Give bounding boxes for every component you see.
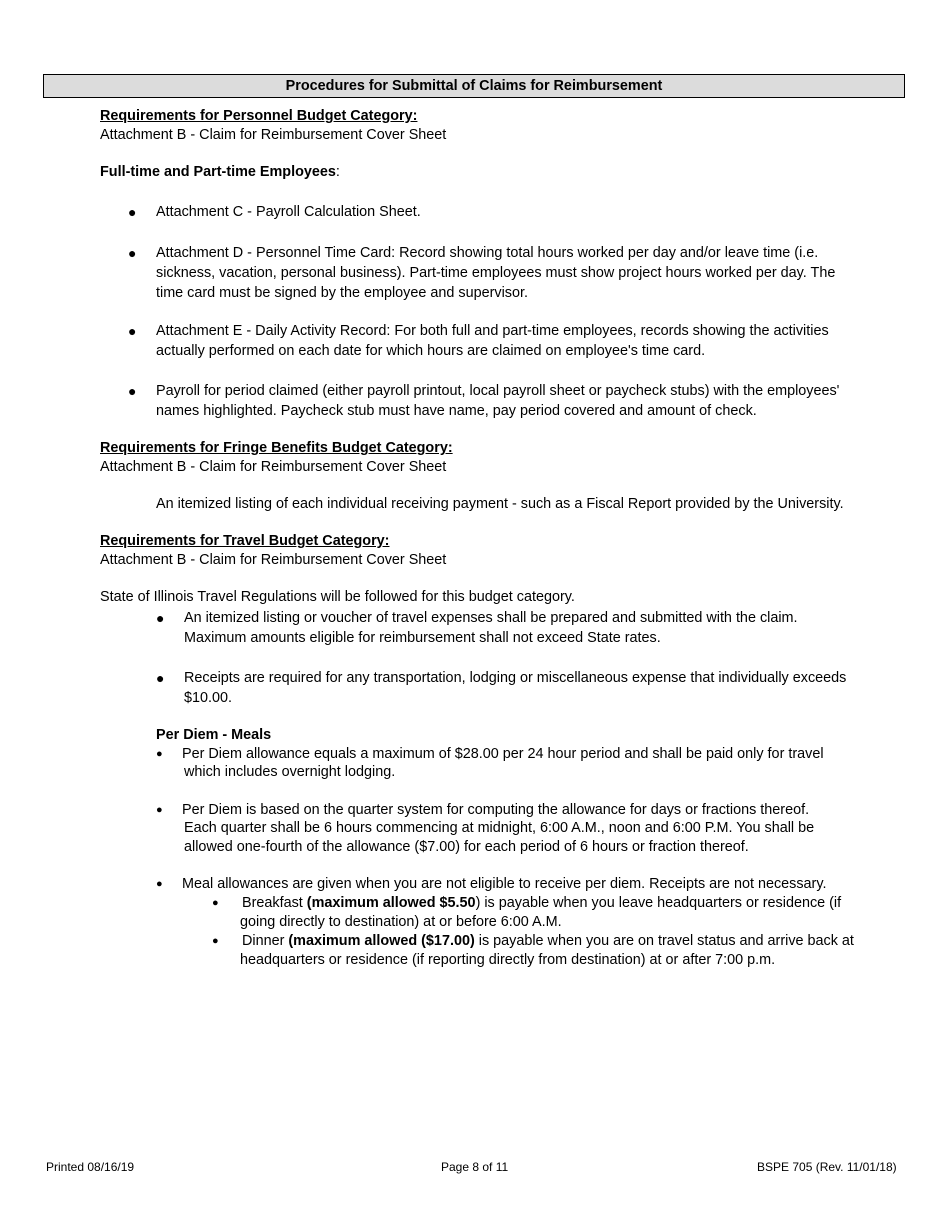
dinner-line1 (242, 932, 854, 951)
dinner-label: Dinner (242, 933, 289, 949)
dinner-max: (maximum allowed ($17.00) (288, 933, 475, 949)
personnel-attachment-b: Attachment B - Claim for Reimbursement Cover Sheet (100, 127, 447, 143)
employees-heading (100, 163, 340, 182)
page-header: Procedures for Submittal of Claims for Reimbursement (43, 74, 905, 98)
per-diem-quarter-line2: Each quarter shall be 6 hours commencing at midnight, 6:00 A.M., noon and 6:00 P.M. You shall be (184, 820, 815, 836)
personnel-item-d-line2: sickness, vacation, personal business). Part-time employees must show project hours worked per day. The (156, 265, 836, 281)
travel-heading: Requirements for Travel Budget Category: (100, 533, 390, 549)
bullet-icon: ● (156, 878, 163, 890)
bullet-icon: ● (212, 897, 219, 909)
footer-printed-date: Printed 08/16/19 (46, 1160, 135, 1174)
bullet-icon: ● (156, 748, 163, 760)
bullet-icon: ● (128, 204, 137, 220)
per-diem-heading: Per Diem - Meals (156, 727, 272, 743)
personnel-item-e-line2: actually performed on each date for which hours are claimed on employee's time card. (156, 343, 706, 359)
personnel-item-d-line3: time card must be signed by the employee and supervisor. (156, 285, 528, 301)
travel-item-receipts-line1: Receipts are required for any transportation, lodging or miscellaneous expense that individually exceeds (184, 670, 847, 686)
employees-heading-colon: : (335, 164, 340, 180)
bullet-icon: ● (156, 670, 165, 686)
fringe-heading: Requirements for Fringe Benefits Budget Category: (100, 440, 453, 456)
breakfast-label: Breakfast (242, 895, 307, 911)
personnel-item-e-line1: Attachment E - Daily Activity Record: For both full and part-time employees, records showing the activities (156, 323, 829, 339)
travel-attachment-b: Attachment B - Claim for Reimbursement Cover Sheet (100, 552, 447, 568)
breakfast-max: (maximum allowed $5.50 (306, 895, 476, 911)
employees-heading-label: Full-time and Part-time Employees (100, 164, 336, 180)
footer-form-id: BSPE 705 (Rev. 11/01/18) (757, 1160, 897, 1174)
travel-item-receipts-line2: $10.00. (184, 690, 233, 706)
breakfast-rest: ) is payable when you leave headquarters or residence (if (475, 895, 842, 911)
footer-page-number: Page 8 of 11 (441, 1160, 509, 1174)
personnel-heading: Requirements for Personnel Budget Category: (100, 108, 418, 124)
breakfast-line1 (242, 894, 841, 913)
dinner-line2: headquarters or residence (if reporting directly from destination) at or after 7:00 p.m. (240, 952, 776, 968)
bullet-icon: ● (128, 383, 137, 399)
dinner-rest: is payable when you are on travel status and arrive back at (474, 933, 854, 949)
personnel-item-payroll-line2: names highlighted. Paycheck stub must have name, pay period covered and amount of check. (156, 403, 757, 419)
fringe-attachment-b: Attachment B - Claim for Reimbursement Cover Sheet (100, 459, 447, 475)
travel-item-listing-line2: Maximum amounts eligible for reimbursement shall not exceed State rates. (184, 630, 661, 646)
per-diem-quarter-line1: Per Diem is based on the quarter system for computing the allowance for days or fractions thereof. (182, 802, 810, 818)
bullet-icon: ● (156, 804, 163, 816)
personnel-item-d-line1: Attachment D - Personnel Time Card: Record showing total hours worked per day and/or leave time (i.e. (156, 245, 819, 261)
bullet-icon: ● (128, 323, 137, 339)
personnel-item-payroll-line1: Payroll for period claimed (either payroll printout, local payroll sheet or paycheck stubs) with the employees' (156, 383, 840, 399)
bullet-icon: ● (156, 610, 165, 626)
breakfast-line2: going directly to destination) at or before 6:00 A.M. (240, 914, 562, 930)
bullet-icon: ● (212, 935, 219, 947)
meal-allowance: Meal allowances are given when you are not eligible to receive per diem. Receipts are not necessary. (182, 876, 827, 892)
bullet-icon: ● (128, 245, 137, 261)
travel-regulations: State of Illinois Travel Regulations will be followed for this budget category. (100, 589, 575, 605)
per-diem-quarter-line3: allowed one-fourth of the allowance ($7.00) for each period of 6 hours or fraction thereof. (184, 839, 749, 855)
per-diem-allowance-line1: Per Diem allowance equals a maximum of $28.00 per 24 hour period and shall be paid only for travel (182, 746, 824, 762)
per-diem-allowance-line2: which includes overnight lodging. (184, 764, 396, 780)
travel-item-listing-line1: An itemized listing or voucher of travel expenses shall be prepared and submitted with the claim. (184, 610, 798, 626)
personnel-item-c: Attachment C - Payroll Calculation Sheet. (156, 204, 421, 220)
fringe-listing: An itemized listing of each individual receiving payment - such as a Fiscal Report provided by the University. (156, 496, 844, 512)
